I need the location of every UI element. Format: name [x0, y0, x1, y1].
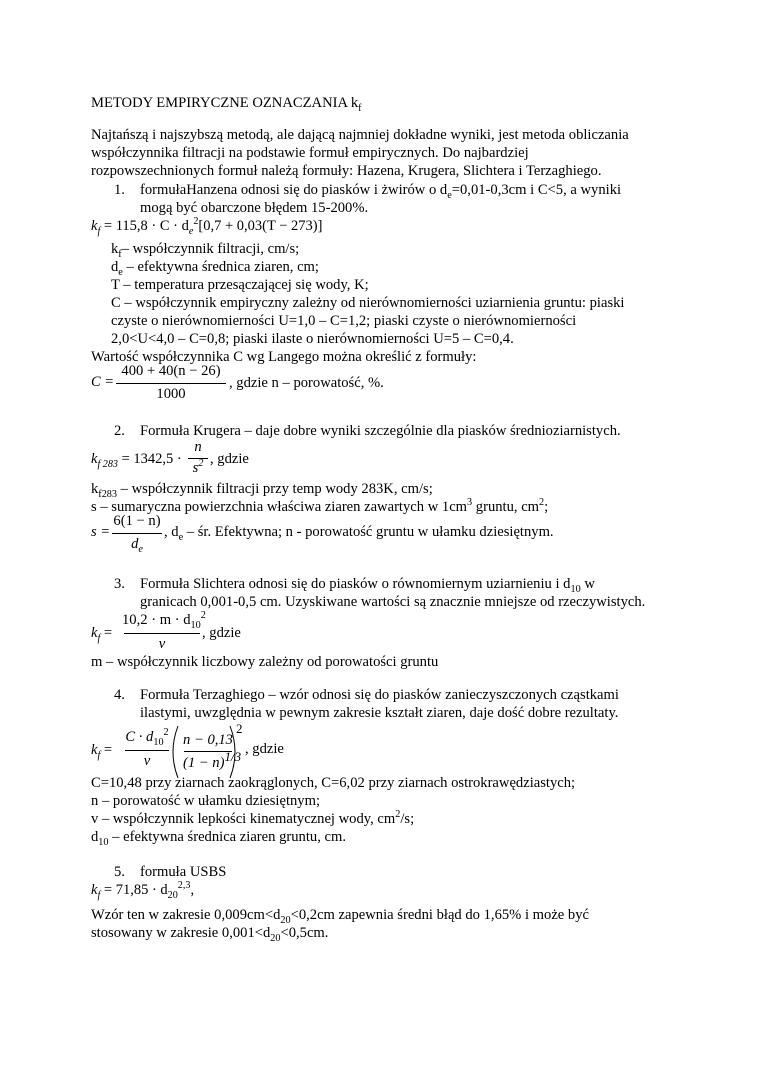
s1-def-c-1: C – współczynnik empiryczny zależny od nierównomierności uziarnienia gruntu: piaski	[111, 295, 625, 311]
terzaghi-inner-denominator	[183, 749, 242, 772]
terzaghi-num-a: C · d	[125, 729, 154, 745]
s1-line-1	[140, 181, 621, 199]
s4-line-1: Formuła Terzaghiego – wzór odnosi się do piasków zanieczyszczonych cząstkami	[140, 687, 619, 703]
hazen-lhs: k	[91, 218, 98, 234]
s3-l1s: 10	[570, 583, 581, 595]
s-den-d: d	[131, 536, 139, 552]
s5-d1b: <0,2cm zapewnia średni błąd do 1,65% i może być	[290, 907, 589, 923]
terzaghi-eq: =	[103, 742, 113, 758]
s5-d2s: 20	[270, 932, 281, 944]
s4-d3sup: 2	[395, 809, 401, 821]
slichter-denominator: ν	[158, 636, 166, 652]
s-tail-sub: e	[178, 531, 184, 543]
terzaghi-denominator: ν	[143, 753, 151, 769]
kruger-den-sup: 2	[198, 458, 204, 470]
kruger-tail: , gdzie	[210, 451, 249, 467]
terzaghi-in-den-sup: 1/3	[224, 749, 242, 765]
s5-number: 5.	[114, 864, 125, 880]
title-text: METODY EMPIRYCZNE OZNACZANIA k	[91, 95, 359, 111]
s1-def-c-3: 2,0<U<4,0 – C=0,8; piaski ilaste o nierównomierności U=5 – C=0,4.	[111, 331, 514, 347]
terzaghi-power: 2	[236, 721, 243, 736]
s1-l1b: =0,01-0,3cm i C<5, a wyniki	[451, 182, 622, 198]
s4-number: 4.	[114, 687, 125, 703]
s1-number: 1.	[114, 182, 125, 198]
s5-d2a: stosowany w zakresie 0,001<d	[91, 925, 271, 941]
kruger-numerator: n	[194, 439, 202, 455]
langego-tail: , gdzie n – porowatość, %.	[229, 375, 384, 391]
langego-denominator: 1000	[156, 386, 186, 402]
slichter-num-a: 10,2 · m · d	[122, 612, 191, 628]
s5-d1s: 20	[280, 914, 291, 926]
slichter-eq: =	[103, 625, 113, 641]
s1-langego: Wartość współczynnika C wg Langego można określić z formuły:	[91, 349, 477, 365]
s2-d2a: s – sumaryczna powierzchnia właściwa ziaren zawartych w 1cm	[91, 499, 468, 515]
kruger-part-a: = 1342,5 ·	[117, 451, 182, 467]
usbs-sub: 20	[167, 889, 178, 901]
kruger-den-s: s	[192, 460, 199, 476]
terzaghi-tail: , gdzie	[245, 741, 284, 757]
langego-numerator: 400 + 40(n − 26)	[121, 363, 221, 379]
kruger-formula-lhs	[91, 451, 182, 468]
terzaghi-num-sub: 10	[153, 736, 164, 748]
s4-def-v	[91, 810, 414, 828]
terzaghi-fraction-bar	[125, 750, 169, 751]
s1-def-kf	[111, 240, 299, 258]
s2-d1s: f283	[98, 488, 118, 500]
s1-def-de	[111, 258, 319, 276]
s4-d3b: /s;	[400, 811, 415, 827]
usbs-tail: ,	[190, 882, 195, 898]
s1-l1a: formułaHanzena odnosi się do piasków i żwirów o d	[140, 182, 448, 198]
slichter-numerator	[122, 610, 206, 631]
s1-d1s: f	[118, 248, 122, 260]
s4-d4s: 10	[98, 836, 109, 848]
s-formula-numerator: 6(1 − n)	[113, 513, 161, 529]
s2-d1b: – współczynnik filtracji przy temp wody 283K, cm/s;	[117, 481, 433, 497]
hazen-formula	[91, 218, 322, 235]
s-den-sub: e	[138, 543, 143, 555]
s5-d2b: <0,5cm.	[280, 925, 329, 941]
s4-d4a: d	[91, 829, 99, 845]
s2-d2b: gruntu, cm	[472, 499, 540, 515]
hazen-sup: 2	[193, 216, 199, 228]
s-formula-lhs: s =	[91, 524, 111, 540]
s5-d1a: Wzór ten w zakresie 0,009cm<d	[91, 907, 281, 923]
left-paren	[173, 726, 178, 778]
s3-def-m: m – współczynnik liczbowy zależny od porowatości gruntu	[91, 654, 439, 670]
s2-d2c: ;	[544, 499, 549, 515]
s2-line-1: Formuła Krugera – daje dobre wyniki szczególnie dla piasków średnioziarnistych.	[140, 423, 621, 439]
s4-def-n: n – porowatość w ułamku dziesiętnym;	[91, 793, 320, 809]
s-tail-a: , d	[164, 524, 179, 540]
usbs-formula	[91, 882, 194, 899]
s4-line-2: ilastymi, uwzględnia w pewnym zakresie kształt ziaren, daje dość dobre rezultaty.	[140, 705, 619, 721]
s5-line-1: formuła USBS	[140, 864, 227, 880]
usbs-k-sub: f	[97, 889, 101, 901]
terzaghi-lhs	[91, 742, 112, 759]
s3-line-1	[140, 575, 595, 593]
s1-d1a: k	[111, 241, 119, 257]
langego-lhs: C =	[91, 374, 115, 390]
s3-l1b: w	[580, 576, 595, 592]
page-title	[91, 94, 362, 112]
slichter-lhs	[91, 625, 112, 642]
slichter-num-sub: 10	[190, 619, 201, 631]
kruger-lhs-sub: f 283	[97, 458, 118, 470]
s5-desc-1	[91, 906, 589, 924]
terzaghi-num-sup: 2	[163, 727, 169, 739]
s2-number: 2.	[114, 423, 125, 439]
title-subscript: f	[358, 102, 362, 114]
slichter-k: k	[91, 625, 98, 641]
s1-def-c-2: czyste o nierównomierności U=1,0 – C=1,2; piaski czyste o nierównomierności	[111, 313, 577, 329]
s2-d2sup2: 2	[539, 497, 545, 509]
s1-line-2: mogą być obarczone błędem 15-200%.	[140, 200, 369, 216]
s4-def-d10	[91, 828, 346, 846]
intro-line-2: współczynnika filtracji na podstawie formuł empirycznych. Do najbardziej	[91, 145, 529, 161]
s3-line-2: granicach 0,001-0,5 cm. Uzyskiwane wartości są znacznie mniejsze od rzeczywistych.	[140, 594, 646, 610]
slichter-fraction-bar	[124, 633, 200, 634]
slichter-tail: , gdzie	[202, 625, 241, 641]
s1-d2a: d	[111, 259, 119, 275]
s1-def-t: T – temperatura przesączającej się wody, K;	[111, 277, 369, 293]
terzaghi-k: k	[91, 742, 98, 758]
kruger-lhs: k	[91, 451, 98, 467]
hazen-part-b: [0,7 + 0,03(T − 273)]	[198, 218, 323, 234]
s3-number: 3.	[114, 576, 125, 592]
hazen-sub: e	[188, 225, 194, 237]
slichter-k-sub: f	[97, 632, 101, 644]
s2-d1a: k	[91, 481, 99, 497]
usbs-part-a: = 71,85 · d	[100, 882, 168, 898]
intro-line-3: rozpowszechnionych formuł należą formuły: Hazena, Krugera, Slichtera i Terzaghiego.	[91, 163, 602, 179]
s4-d4b: – efektywna średnica ziaren gruntu, cm.	[108, 829, 346, 845]
terzaghi-in-den: (1 − n)	[183, 755, 225, 771]
langego-fraction-bar	[116, 383, 226, 384]
s-formula-fraction-bar	[112, 533, 162, 534]
slichter-num-sup: 2	[200, 610, 206, 622]
terzaghi-inner-numerator: n − 0,13	[183, 732, 233, 748]
s4-def-c: C=10,48 przy ziarnach zaokrąglonych, C=6,02 przy ziarnach ostrokrawędziastych;	[91, 775, 576, 791]
terzaghi-numerator	[123, 729, 171, 746]
s1-d2s: e	[118, 266, 123, 278]
intro-line-1: Najtańszą i najszybszą metodą, ale dającą najmniej dokładne wyniki, jest metoda obliczania	[91, 127, 629, 143]
s4-d3a: v – współczynnik lepkości kinematycznej wody, cm	[91, 811, 396, 827]
usbs-k: k	[91, 882, 98, 898]
kruger-denominator	[186, 460, 210, 477]
hazen-lhs-sub: f	[97, 225, 101, 237]
usbs-sup: 2,3	[177, 880, 191, 892]
s2-def-kf283	[91, 480, 433, 498]
s1-d2b: – efektywna średnica ziaren, cm;	[122, 259, 319, 275]
s2-d2sup: 3	[467, 497, 473, 509]
s5-desc-2	[91, 924, 328, 942]
s3-l1a: Formuła Slichtera odnosi się do piasków o równomiernym uziarnieniu i d	[140, 576, 571, 592]
s1-l1-sub: e	[447, 189, 452, 201]
s-formula-tail	[164, 523, 554, 541]
s1-d1b: – współczynnik filtracji, cm/s;	[121, 241, 300, 257]
s-formula-denominator	[110, 536, 164, 553]
s-tail-b: – śr. Efektywna; n - porowatość gruntu w ułamku dziesiętnym.	[183, 524, 554, 540]
hazen-part-a: = 115,8 · C · d	[100, 218, 189, 234]
terzaghi-k-sub: f	[97, 749, 101, 761]
